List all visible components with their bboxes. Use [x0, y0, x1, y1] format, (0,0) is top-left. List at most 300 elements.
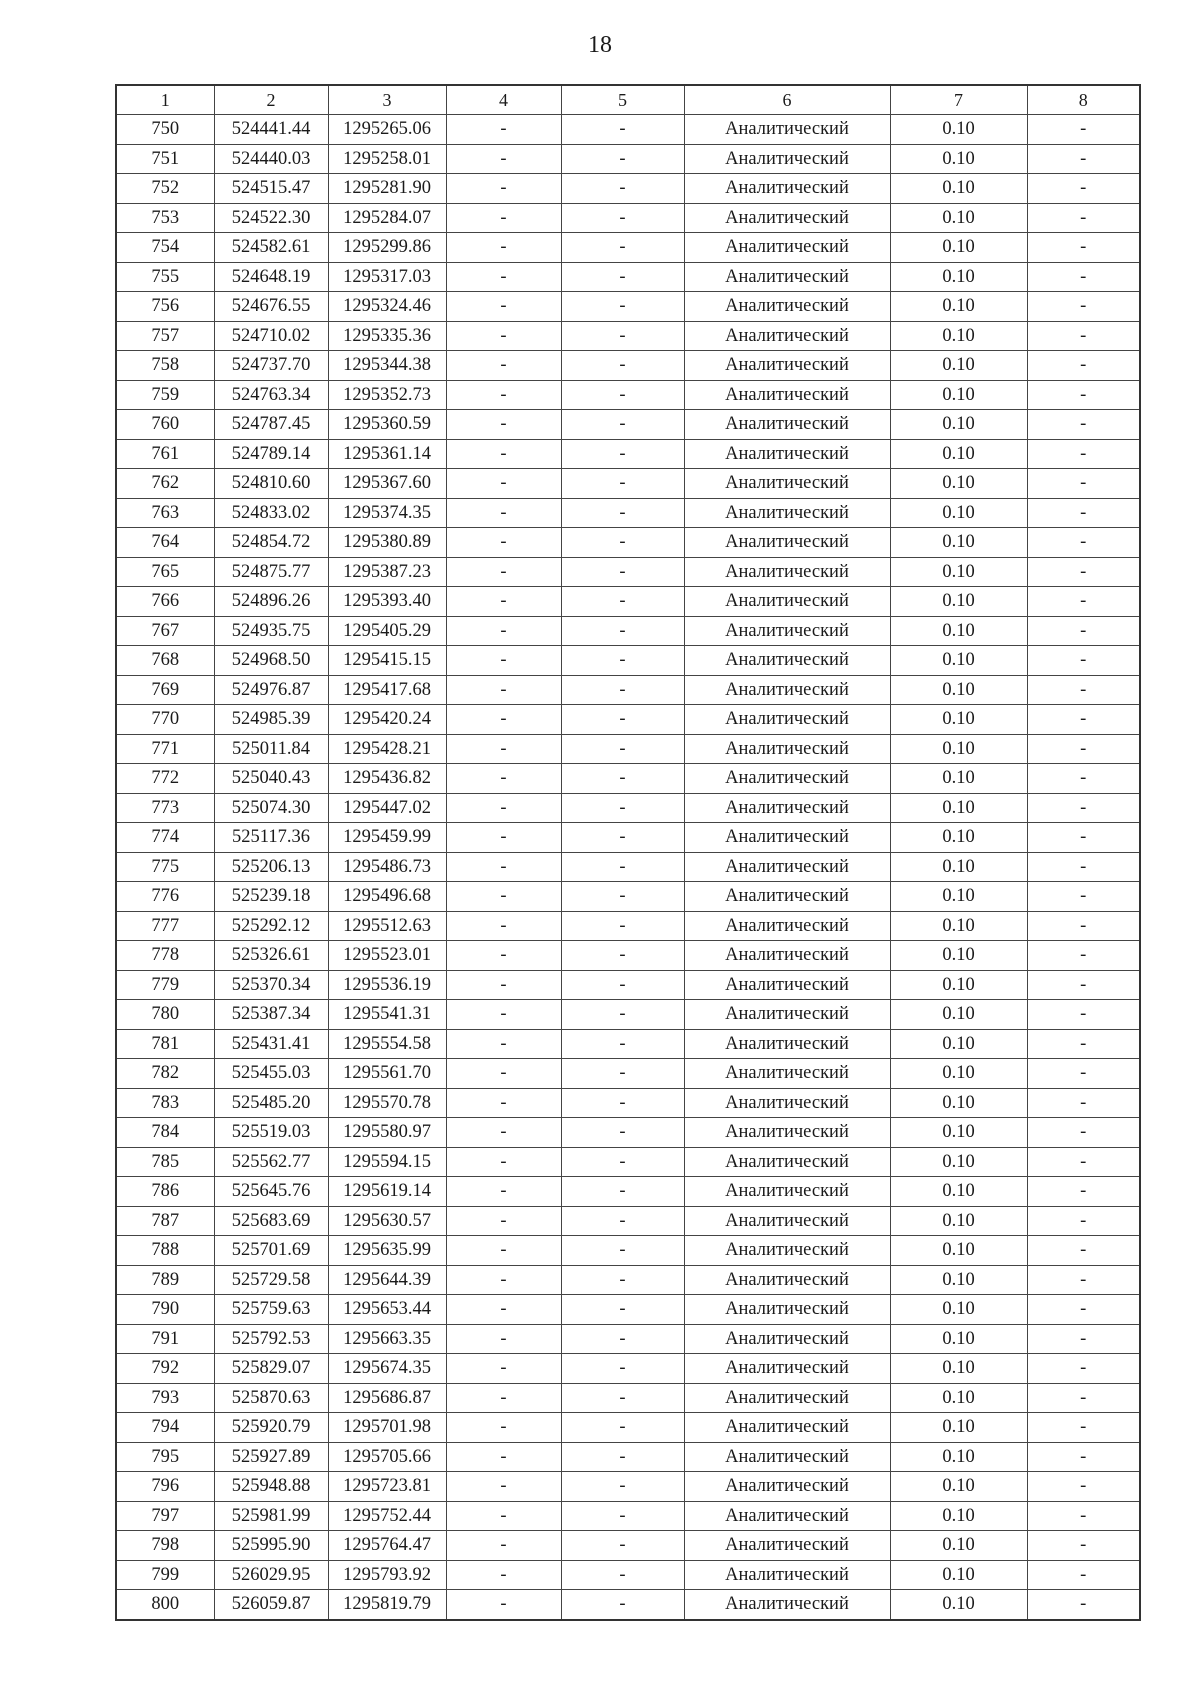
table-row [116, 1059, 1140, 1089]
point-number-cell: 755 [116, 262, 214, 292]
col4-cell: - [446, 1265, 561, 1295]
col5-cell: - [561, 557, 684, 587]
col8-cell: - [1027, 1029, 1140, 1059]
col5-cell: - [561, 1206, 684, 1236]
method-cell: Аналитический [684, 1206, 890, 1236]
x-coordinate-cell: 525074.30 [214, 793, 328, 823]
col5-cell: - [561, 764, 684, 794]
column-header: 3 [328, 85, 446, 115]
method-cell: Аналитический [684, 1501, 890, 1531]
col8-cell: - [1027, 292, 1140, 322]
col5-cell: - [561, 1147, 684, 1177]
table-row [116, 557, 1140, 587]
x-coordinate-cell: 525040.43 [214, 764, 328, 794]
accuracy-cell: 0.10 [890, 1501, 1027, 1531]
y-coordinate-cell: 1295265.06 [328, 115, 446, 145]
table-row [116, 1324, 1140, 1354]
table-row [116, 380, 1140, 410]
method-cell: Аналитический [684, 203, 890, 233]
y-coordinate-cell: 1295352.73 [328, 380, 446, 410]
point-number-cell: 788 [116, 1236, 214, 1266]
table-row [116, 1442, 1140, 1472]
col4-cell: - [446, 1295, 561, 1325]
y-coordinate-cell: 1295258.01 [328, 144, 446, 174]
col4-cell: - [446, 557, 561, 587]
method-cell: Аналитический [684, 646, 890, 676]
method-cell: Аналитический [684, 410, 890, 440]
col4-cell: - [446, 764, 561, 794]
x-coordinate-cell: 524582.61 [214, 233, 328, 263]
col5-cell: - [561, 1442, 684, 1472]
col5-cell: - [561, 1531, 684, 1561]
table-row [116, 439, 1140, 469]
col5-cell: - [561, 1472, 684, 1502]
col4-cell: - [446, 115, 561, 145]
method-cell: Аналитический [684, 970, 890, 1000]
point-number-cell: 778 [116, 941, 214, 971]
col8-cell: - [1027, 1295, 1140, 1325]
x-coordinate-cell: 524763.34 [214, 380, 328, 410]
point-number-cell: 779 [116, 970, 214, 1000]
x-coordinate-cell: 524976.87 [214, 675, 328, 705]
col4-cell: - [446, 1059, 561, 1089]
col8-cell: - [1027, 1590, 1140, 1620]
y-coordinate-cell: 1295496.68 [328, 882, 446, 912]
col4-cell: - [446, 734, 561, 764]
y-coordinate-cell: 1295360.59 [328, 410, 446, 440]
col4-cell: - [446, 616, 561, 646]
col8-cell: - [1027, 941, 1140, 971]
y-coordinate-cell: 1295554.58 [328, 1029, 446, 1059]
point-number-cell: 758 [116, 351, 214, 381]
x-coordinate-cell: 525455.03 [214, 1059, 328, 1089]
col4-cell: - [446, 1029, 561, 1059]
col8-cell: - [1027, 498, 1140, 528]
method-cell: Аналитический [684, 292, 890, 322]
point-number-cell: 784 [116, 1118, 214, 1148]
x-coordinate-cell: 524935.75 [214, 616, 328, 646]
point-number-cell: 771 [116, 734, 214, 764]
accuracy-cell: 0.10 [890, 410, 1027, 440]
point-number-cell: 757 [116, 321, 214, 351]
point-number-cell: 767 [116, 616, 214, 646]
y-coordinate-cell: 1295752.44 [328, 1501, 446, 1531]
method-cell: Аналитический [684, 1059, 890, 1089]
point-number-cell: 798 [116, 1531, 214, 1561]
table-row [116, 1590, 1140, 1620]
col5-cell: - [561, 911, 684, 941]
col5-cell: - [561, 941, 684, 971]
method-cell: Аналитический [684, 174, 890, 204]
method-cell: Аналитический [684, 321, 890, 351]
method-cell: Аналитический [684, 793, 890, 823]
point-number-cell: 797 [116, 1501, 214, 1531]
table-row [116, 1472, 1140, 1502]
col4-cell: - [446, 439, 561, 469]
col4-cell: - [446, 1324, 561, 1354]
col4-cell: - [446, 528, 561, 558]
accuracy-cell: 0.10 [890, 1354, 1027, 1384]
accuracy-cell: 0.10 [890, 1206, 1027, 1236]
col4-cell: - [446, 1236, 561, 1266]
column-header: 7 [890, 85, 1027, 115]
method-cell: Аналитический [684, 469, 890, 499]
method-cell: Аналитический [684, 1413, 890, 1443]
method-cell: Аналитический [684, 1000, 890, 1030]
col8-cell: - [1027, 1531, 1140, 1561]
table-row [116, 1088, 1140, 1118]
method-cell: Аналитический [684, 1147, 890, 1177]
method-cell: Аналитический [684, 1029, 890, 1059]
col4-cell: - [446, 882, 561, 912]
col8-cell: - [1027, 380, 1140, 410]
column-header: 1 [116, 85, 214, 115]
col5-cell: - [561, 498, 684, 528]
col5-cell: - [561, 528, 684, 558]
col8-cell: - [1027, 1324, 1140, 1354]
accuracy-cell: 0.10 [890, 174, 1027, 204]
col8-cell: - [1027, 1000, 1140, 1030]
x-coordinate-cell: 525927.89 [214, 1442, 328, 1472]
col5-cell: - [561, 882, 684, 912]
y-coordinate-cell: 1295723.81 [328, 1472, 446, 1502]
col4-cell: - [446, 941, 561, 971]
point-number-cell: 768 [116, 646, 214, 676]
col4-cell: - [446, 793, 561, 823]
col4-cell: - [446, 1531, 561, 1561]
col4-cell: - [446, 1177, 561, 1207]
col8-cell: - [1027, 1265, 1140, 1295]
y-coordinate-cell: 1295299.86 [328, 233, 446, 263]
method-cell: Аналитический [684, 1236, 890, 1266]
point-number-cell: 781 [116, 1029, 214, 1059]
table-row [116, 970, 1140, 1000]
accuracy-cell: 0.10 [890, 1560, 1027, 1590]
method-cell: Аналитический [684, 705, 890, 735]
y-coordinate-cell: 1295580.97 [328, 1118, 446, 1148]
x-coordinate-cell: 525981.99 [214, 1501, 328, 1531]
y-coordinate-cell: 1295447.02 [328, 793, 446, 823]
y-coordinate-cell: 1295405.29 [328, 616, 446, 646]
col4-cell: - [446, 1000, 561, 1030]
y-coordinate-cell: 1295653.44 [328, 1295, 446, 1325]
y-coordinate-cell: 1295594.15 [328, 1147, 446, 1177]
y-coordinate-cell: 1295335.36 [328, 321, 446, 351]
col8-cell: - [1027, 528, 1140, 558]
col5-cell: - [561, 321, 684, 351]
col8-cell: - [1027, 1177, 1140, 1207]
accuracy-cell: 0.10 [890, 115, 1027, 145]
point-number-cell: 764 [116, 528, 214, 558]
point-number-cell: 790 [116, 1295, 214, 1325]
col4-cell: - [446, 823, 561, 853]
col8-cell: - [1027, 911, 1140, 941]
col5-cell: - [561, 410, 684, 440]
x-coordinate-cell: 525759.63 [214, 1295, 328, 1325]
col8-cell: - [1027, 1472, 1140, 1502]
col8-cell: - [1027, 764, 1140, 794]
col5-cell: - [561, 351, 684, 381]
x-coordinate-cell: 525562.77 [214, 1147, 328, 1177]
accuracy-cell: 0.10 [890, 1265, 1027, 1295]
y-coordinate-cell: 1295630.57 [328, 1206, 446, 1236]
col8-cell: - [1027, 321, 1140, 351]
col4-cell: - [446, 1590, 561, 1620]
col8-cell: - [1027, 1501, 1140, 1531]
col8-cell: - [1027, 1088, 1140, 1118]
method-cell: Аналитический [684, 1088, 890, 1118]
col8-cell: - [1027, 1236, 1140, 1266]
x-coordinate-cell: 525829.07 [214, 1354, 328, 1384]
y-coordinate-cell: 1295281.90 [328, 174, 446, 204]
col5-cell: - [561, 793, 684, 823]
x-coordinate-cell: 524833.02 [214, 498, 328, 528]
col4-cell: - [446, 675, 561, 705]
x-coordinate-cell: 524985.39 [214, 705, 328, 735]
point-number-cell: 794 [116, 1413, 214, 1443]
method-cell: Аналитический [684, 616, 890, 646]
accuracy-cell: 0.10 [890, 439, 1027, 469]
table-row [116, 351, 1140, 381]
accuracy-cell: 0.10 [890, 911, 1027, 941]
col8-cell: - [1027, 734, 1140, 764]
point-number-cell: 763 [116, 498, 214, 528]
point-number-cell: 765 [116, 557, 214, 587]
x-coordinate-cell: 524515.47 [214, 174, 328, 204]
y-coordinate-cell: 1295284.07 [328, 203, 446, 233]
accuracy-cell: 0.10 [890, 203, 1027, 233]
col8-cell: - [1027, 1354, 1140, 1384]
accuracy-cell: 0.10 [890, 1383, 1027, 1413]
method-cell: Аналитический [684, 262, 890, 292]
x-coordinate-cell: 525683.69 [214, 1206, 328, 1236]
table-row [116, 705, 1140, 735]
col8-cell: - [1027, 144, 1140, 174]
method-cell: Аналитический [684, 528, 890, 558]
col4-cell: - [446, 1383, 561, 1413]
x-coordinate-cell: 524810.60 [214, 469, 328, 499]
accuracy-cell: 0.10 [890, 1413, 1027, 1443]
y-coordinate-cell: 1295317.03 [328, 262, 446, 292]
y-coordinate-cell: 1295793.92 [328, 1560, 446, 1590]
table-row [116, 469, 1140, 499]
table-row [116, 1265, 1140, 1295]
table-row [116, 1560, 1140, 1590]
column-header: 6 [684, 85, 890, 115]
accuracy-cell: 0.10 [890, 233, 1027, 263]
table-row [116, 941, 1140, 971]
method-cell: Аналитический [684, 1177, 890, 1207]
accuracy-cell: 0.10 [890, 380, 1027, 410]
col4-cell: - [446, 1147, 561, 1177]
accuracy-cell: 0.10 [890, 144, 1027, 174]
col8-cell: - [1027, 823, 1140, 853]
y-coordinate-cell: 1295644.39 [328, 1265, 446, 1295]
method-cell: Аналитический [684, 882, 890, 912]
y-coordinate-cell: 1295486.73 [328, 852, 446, 882]
table-row [116, 144, 1140, 174]
point-number-cell: 800 [116, 1590, 214, 1620]
col8-cell: - [1027, 1413, 1140, 1443]
point-number-cell: 766 [116, 587, 214, 617]
col8-cell: - [1027, 1442, 1140, 1472]
col4-cell: - [446, 469, 561, 499]
col5-cell: - [561, 1265, 684, 1295]
col5-cell: - [561, 292, 684, 322]
col4-cell: - [446, 380, 561, 410]
col4-cell: - [446, 1472, 561, 1502]
table-row [116, 1236, 1140, 1266]
col4-cell: - [446, 1413, 561, 1443]
y-coordinate-cell: 1295393.40 [328, 587, 446, 617]
accuracy-cell: 0.10 [890, 1088, 1027, 1118]
x-coordinate-cell: 524441.44 [214, 115, 328, 145]
x-coordinate-cell: 525729.58 [214, 1265, 328, 1295]
header-row [116, 85, 1140, 115]
y-coordinate-cell: 1295541.31 [328, 1000, 446, 1030]
col8-cell: - [1027, 646, 1140, 676]
col4-cell: - [446, 852, 561, 882]
x-coordinate-cell: 525387.34 [214, 1000, 328, 1030]
col4-cell: - [446, 970, 561, 1000]
point-number-cell: 787 [116, 1206, 214, 1236]
col5-cell: - [561, 115, 684, 145]
accuracy-cell: 0.10 [890, 1177, 1027, 1207]
table-row [116, 1413, 1140, 1443]
y-coordinate-cell: 1295459.99 [328, 823, 446, 853]
col5-cell: - [561, 233, 684, 263]
y-coordinate-cell: 1295344.38 [328, 351, 446, 381]
col8-cell: - [1027, 675, 1140, 705]
accuracy-cell: 0.10 [890, 646, 1027, 676]
x-coordinate-cell: 524854.72 [214, 528, 328, 558]
table-row [116, 764, 1140, 794]
col5-cell: - [561, 174, 684, 204]
table-row [116, 1029, 1140, 1059]
method-cell: Аналитический [684, 587, 890, 617]
table-row [116, 646, 1140, 676]
col5-cell: - [561, 734, 684, 764]
col5-cell: - [561, 144, 684, 174]
method-cell: Аналитический [684, 233, 890, 263]
point-number-cell: 775 [116, 852, 214, 882]
method-cell: Аналитический [684, 1531, 890, 1561]
col8-cell: - [1027, 115, 1140, 145]
x-coordinate-cell: 525995.90 [214, 1531, 328, 1561]
col4-cell: - [446, 203, 561, 233]
column-header: 4 [446, 85, 561, 115]
table-row [116, 793, 1140, 823]
point-number-cell: 796 [116, 1472, 214, 1502]
accuracy-cell: 0.10 [890, 498, 1027, 528]
point-number-cell: 789 [116, 1265, 214, 1295]
col8-cell: - [1027, 1383, 1140, 1413]
accuracy-cell: 0.10 [890, 823, 1027, 853]
col8-cell: - [1027, 1560, 1140, 1590]
table-row [116, 1531, 1140, 1561]
accuracy-cell: 0.10 [890, 852, 1027, 882]
y-coordinate-cell: 1295523.01 [328, 941, 446, 971]
x-coordinate-cell: 524789.14 [214, 439, 328, 469]
accuracy-cell: 0.10 [890, 1029, 1027, 1059]
method-cell: Аналитический [684, 498, 890, 528]
accuracy-cell: 0.10 [890, 262, 1027, 292]
method-cell: Аналитический [684, 734, 890, 764]
method-cell: Аналитический [684, 1383, 890, 1413]
point-number-cell: 786 [116, 1177, 214, 1207]
col8-cell: - [1027, 557, 1140, 587]
accuracy-cell: 0.10 [890, 734, 1027, 764]
x-coordinate-cell: 524710.02 [214, 321, 328, 351]
x-coordinate-cell: 525870.63 [214, 1383, 328, 1413]
point-number-cell: 777 [116, 911, 214, 941]
col8-cell: - [1027, 705, 1140, 735]
table-row [116, 292, 1140, 322]
col4-cell: - [446, 262, 561, 292]
col5-cell: - [561, 675, 684, 705]
col4-cell: - [446, 174, 561, 204]
accuracy-cell: 0.10 [890, 1590, 1027, 1620]
method-cell: Аналитический [684, 439, 890, 469]
col4-cell: - [446, 351, 561, 381]
y-coordinate-cell: 1295663.35 [328, 1324, 446, 1354]
point-number-cell: 783 [116, 1088, 214, 1118]
x-coordinate-cell: 525519.03 [214, 1118, 328, 1148]
col5-cell: - [561, 1324, 684, 1354]
table-row [116, 1295, 1140, 1325]
accuracy-cell: 0.10 [890, 469, 1027, 499]
point-number-cell: 769 [116, 675, 214, 705]
accuracy-cell: 0.10 [890, 616, 1027, 646]
accuracy-cell: 0.10 [890, 1059, 1027, 1089]
col8-cell: - [1027, 1059, 1140, 1089]
col8-cell: - [1027, 616, 1140, 646]
y-coordinate-cell: 1295561.70 [328, 1059, 446, 1089]
x-coordinate-cell: 524787.45 [214, 410, 328, 440]
method-cell: Аналитический [684, 115, 890, 145]
method-cell: Аналитический [684, 675, 890, 705]
col5-cell: - [561, 1177, 684, 1207]
x-coordinate-cell: 525485.20 [214, 1088, 328, 1118]
table-row [116, 882, 1140, 912]
y-coordinate-cell: 1295570.78 [328, 1088, 446, 1118]
accuracy-cell: 0.10 [890, 1147, 1027, 1177]
col4-cell: - [446, 144, 561, 174]
point-number-cell: 759 [116, 380, 214, 410]
x-coordinate-cell: 524968.50 [214, 646, 328, 676]
col8-cell: - [1027, 852, 1140, 882]
y-coordinate-cell: 1295428.21 [328, 734, 446, 764]
accuracy-cell: 0.10 [890, 941, 1027, 971]
method-cell: Аналитический [684, 764, 890, 794]
col4-cell: - [446, 1501, 561, 1531]
col4-cell: - [446, 587, 561, 617]
col8-cell: - [1027, 1206, 1140, 1236]
method-cell: Аналитический [684, 1118, 890, 1148]
x-coordinate-cell: 524522.30 [214, 203, 328, 233]
col5-cell: - [561, 587, 684, 617]
col4-cell: - [446, 646, 561, 676]
x-coordinate-cell: 524896.26 [214, 587, 328, 617]
x-coordinate-cell: 526029.95 [214, 1560, 328, 1590]
column-header: 8 [1027, 85, 1140, 115]
y-coordinate-cell: 1295367.60 [328, 469, 446, 499]
y-coordinate-cell: 1295705.66 [328, 1442, 446, 1472]
col5-cell: - [561, 439, 684, 469]
x-coordinate-cell: 525701.69 [214, 1236, 328, 1266]
table-row [116, 675, 1140, 705]
point-number-cell: 770 [116, 705, 214, 735]
